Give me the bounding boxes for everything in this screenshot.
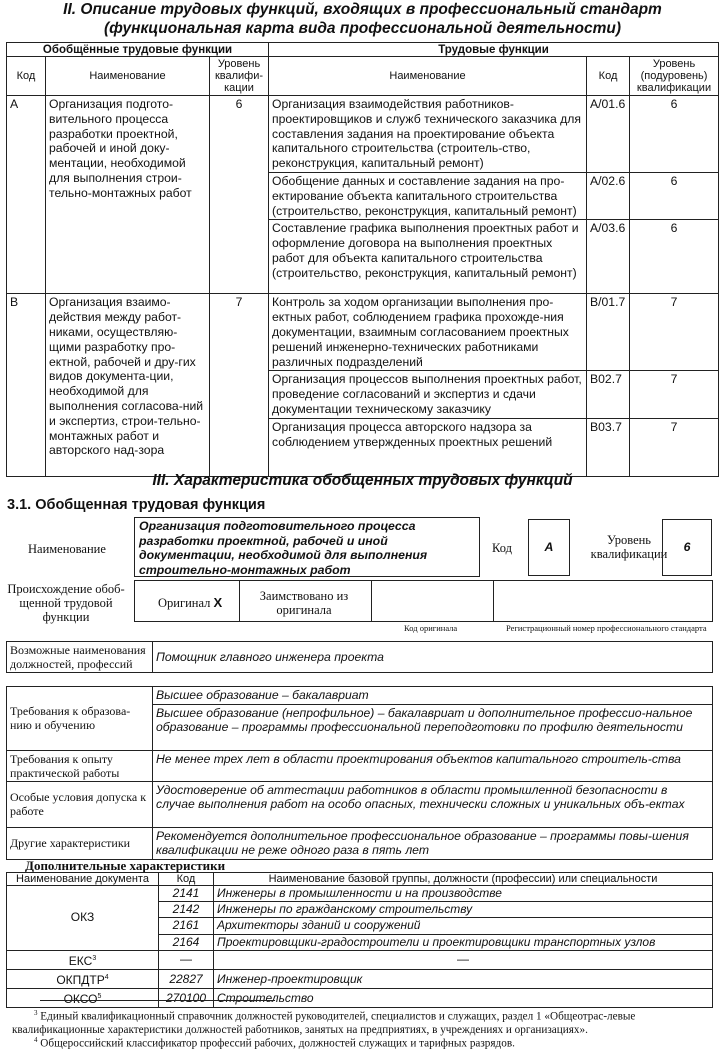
okso-code: 270100: [159, 989, 214, 1008]
additional-table: [6, 872, 713, 1008]
col-tf-name-header: Наименование: [269, 57, 587, 96]
original-mark: X: [213, 595, 223, 610]
table-row: [7, 886, 713, 902]
other-characteristics-label: Другие характеристики: [7, 827, 153, 859]
col-code-header: Код: [7, 57, 46, 96]
functional-map-table: [6, 42, 719, 477]
eks-name: —: [214, 950, 713, 969]
education-value-1: Высшее образование – бакалавриат: [153, 687, 713, 705]
special-conditions-label: Особые условия допуска к работе: [7, 781, 153, 827]
gf-code: A: [7, 96, 46, 294]
gtf-level-value: 6: [683, 540, 691, 554]
experience-label: Требования к опыту практической работы: [7, 750, 153, 781]
tf-level: 7: [630, 418, 719, 476]
gtf-code-box: [528, 519, 570, 576]
tf-level: 7: [630, 371, 719, 418]
tf-name: Организация взаимодействия работников-проектировщиков и служб технического заказчика для составления задания на проектирование объекта капитального строительства (строитель-ство, реконструкция, капитальный ремонт): [269, 96, 587, 173]
tf-name: Организация процессов выполнения проектных работ, проведение согласований и экспертиз и сдачи документации техническому заказчику: [269, 371, 587, 418]
table-row: [7, 950, 713, 969]
okz-code: 2161: [159, 918, 214, 934]
section2-subtitle: (функциональная карта вида профессиональной деятельности): [103, 20, 622, 37]
okso-label: ОКСО$^5$: [7, 989, 159, 1008]
experience-value: Не менее трех лет в области проектирования объектов капитального строитель-ства: [153, 750, 713, 781]
tf-code: A/01.6: [587, 96, 630, 173]
okso-name: Строительство: [214, 989, 713, 1008]
col-name-header: Наименование базовой группы, должности (профессии) или специальности: [214, 873, 713, 886]
positions-value: Помощник главного инженера проекта: [153, 642, 713, 673]
gtf-code-value: A: [544, 540, 554, 554]
gf-name: Организация подгото-вительного процесса разработки проектной, рабочей и иной доку-ментации, необходимой для выполнения строи-тельно-монтажных работ: [46, 96, 210, 294]
gf-level: 7: [210, 294, 269, 476]
eks-label: ЕКС$^3$: [7, 950, 159, 969]
tf-level: 6: [630, 220, 719, 294]
gf-level: 6: [210, 96, 269, 294]
tf-name: Обобщение данных и составление задания на про-ектирование объекта капитального строительства (строительство, реконструкция, капитальный ремонт): [269, 172, 587, 219]
okpdtr-name: Инженер-проектировщик: [214, 970, 713, 989]
section3-title: III. Характеристика обобщенных трудовых функций: [152, 472, 573, 489]
origin-label: Происхождение обоб-щенной трудовой функции: [7, 582, 125, 624]
table-row: [7, 970, 713, 989]
footnote-4: $^4$ Общероссийский классификатор профессий рабочих, должностей служащих и тарифных разрядов.: [34, 1036, 515, 1050]
table-row: [7, 989, 713, 1008]
gf-code: B: [7, 294, 46, 476]
tf-code: B02.7: [587, 371, 630, 418]
gtf-level-box: [662, 519, 712, 576]
col-doc-header: Наименование документа: [7, 873, 159, 886]
reg-number-caption: Регистрационный номер профессионального стандарта: [506, 623, 707, 633]
group-functions-header: Трудовые функции: [269, 43, 719, 57]
gtf-name-value: Организация подготовительного процесса разработки проектной, рабочей и иной документации, необходимой для выполнения строительно-монтажных работ: [139, 519, 428, 577]
col-tf-code-header: Код: [587, 57, 630, 96]
okz-name: Инженеры в промышленности и на производстве: [214, 886, 713, 902]
gtf-level-label: Уровень квалификации: [590, 533, 668, 561]
education-value-2: Высшее образование (непрофильное) – бакалавриат и дополнительное профессио-нальное образование – программы профессиональной переподготовки по профилю деятельности: [153, 704, 713, 750]
tf-level: 7: [630, 294, 719, 371]
table-row: [7, 294, 719, 371]
tf-code: B03.7: [587, 418, 630, 476]
tf-name: Контроль за ходом организации выполнения про-ектных работ, соблюдением графика прохожде-ния документации, взаимным согласованием проектных решений инженерно-технических работниками различных подразделений: [269, 294, 587, 371]
table-row: [7, 96, 719, 173]
positions-label: Возможные наименования должностей, профессий: [7, 642, 153, 673]
okz-code: 2164: [159, 934, 214, 950]
col-name-header: Наименование: [46, 57, 210, 96]
col-code-header: Код: [159, 873, 214, 886]
education-label: Требования к образова-нию и обучению: [7, 687, 153, 751]
tf-level: 6: [630, 96, 719, 173]
tf-code: A/02.6: [587, 172, 630, 219]
okpdtr-code: 22827: [159, 970, 214, 989]
okpdtr-label: ОКПДТР$^4$: [7, 970, 159, 989]
okz-code: 2142: [159, 902, 214, 918]
okz-name: Инженеры по гражданскому строительству: [214, 902, 713, 918]
eks-code: —: [159, 950, 214, 969]
section3-subtitle: 3.1. Обобщенная трудовая функция: [7, 497, 266, 513]
tf-name: Организация процесса авторского надзора за соблюдением утвержденных проектных решений: [269, 418, 587, 476]
borrowed-label: Заимствовано из оригинала: [259, 589, 349, 617]
gtf-code-label: Код: [492, 541, 512, 555]
okz-name: Архитекторы зданий и сооружений: [214, 918, 713, 934]
tf-code: A/03.6: [587, 220, 630, 294]
tf-level: 6: [630, 172, 719, 219]
col-tf-level-header: Уровень (подуровень) квалификации: [630, 57, 719, 96]
col-level-header: Уровень квалифи-кации: [210, 57, 269, 96]
special-conditions-value: Удостоверение об аттестации работников в области промышленной безопасности в случае выполнения работ на особо опасных, технически сложных и уникальных объ-ектах: [153, 781, 713, 827]
okz-name: Проектировщики-градостроители и проектировщики транспортных узлов: [214, 934, 713, 950]
gtf-name-box: [134, 517, 480, 577]
okz-code: 2141: [159, 886, 214, 902]
code-original-caption: Код оригинала: [404, 623, 458, 633]
other-characteristics-value: Рекомендуется дополнительное профессиональное образование – программы повы-шения квалификации не реже одного раза в пять лет: [153, 827, 713, 859]
section2-title: II. Описание трудовых функций, входящих в профессиональный стандарт: [63, 1, 662, 18]
requirements-table: [6, 686, 713, 860]
positions-table: [6, 641, 713, 673]
original-option: [158, 596, 222, 610]
tf-name: Составление графика выполнения проектных работ и оформление договора на выполнения проектных работ для объекта капитального строительства (строительство, реконструкция, капитальный ремонт): [269, 220, 587, 294]
footnote-3: $^3$ Единый квалификационный справочник должностей руководителей, специалистов и служащих, раздел 1 «Общеотрас-левые квалификационные характеристики должностей работников, занятых на предприятиях, в учреждениях и организациях».: [12, 1009, 636, 1036]
gtf-name-label: Наименование: [28, 542, 106, 556]
footnote-divider: [40, 1000, 275, 1001]
additional-title: Дополнительные характеристики: [25, 858, 226, 873]
original-label: Оригинал: [158, 596, 211, 610]
gf-name: Организация взаимо-действия между работ-никами, осуществляю-щими разработку про-ектной, рабочей и дру-гих видов документа-ции, необходимой для выполнения согласова-ний и экспертиз, строи-тельно-монтажных работ и авторского над-зора: [46, 294, 210, 476]
tf-code: B/01.7: [587, 294, 630, 371]
group-general-header: Обобщённые трудовые функции: [7, 43, 269, 57]
okz-label: ОКЗ: [7, 886, 159, 951]
